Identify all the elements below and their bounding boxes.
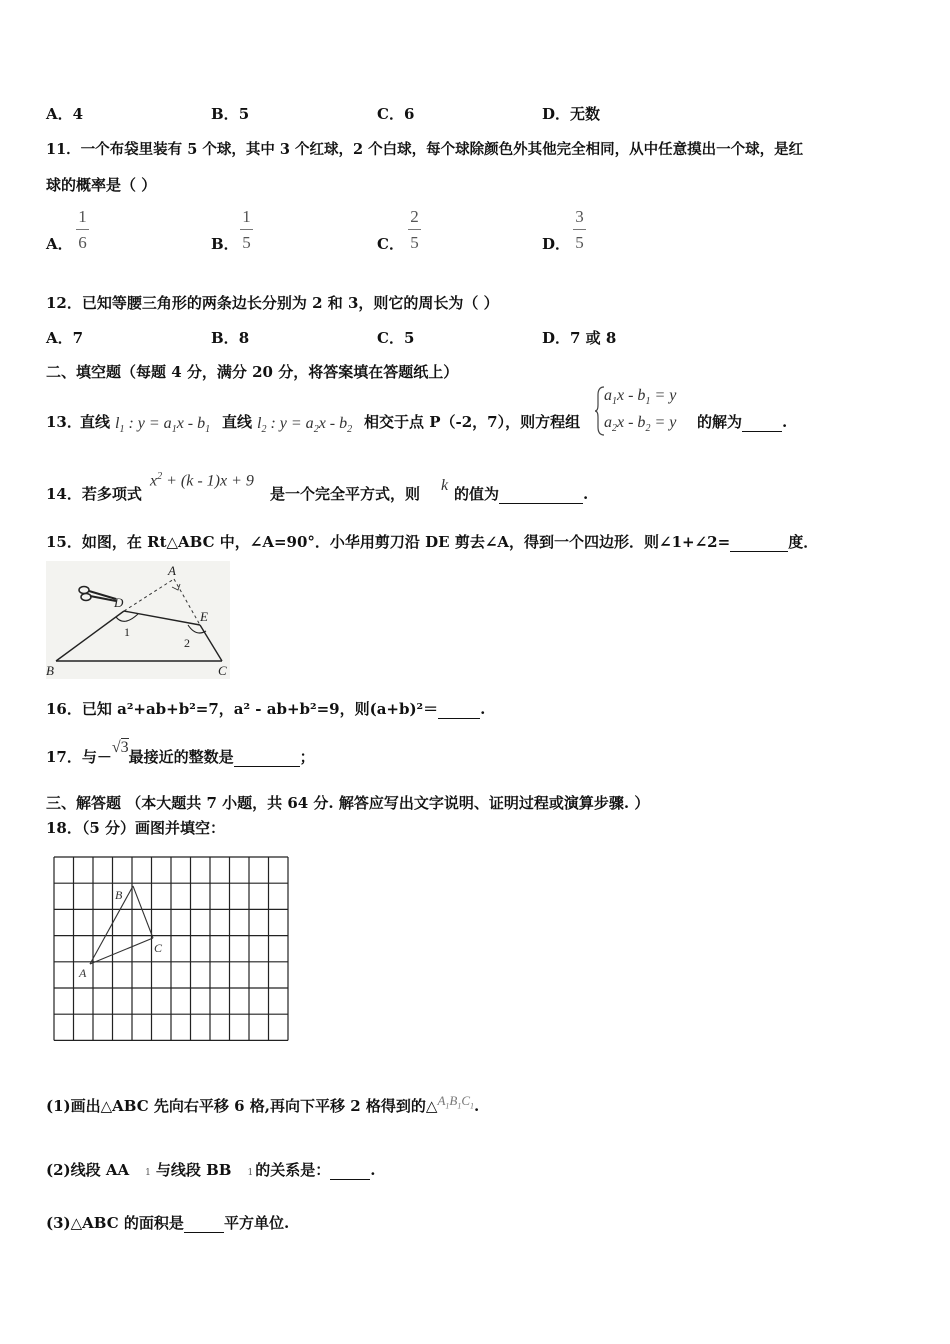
q15-angle-1: 1 bbox=[124, 625, 130, 639]
q11-option-d-fraction: 3 5 bbox=[573, 207, 586, 253]
q13-line2-equation: $l_2$ : $y = a_2x - b_2$ bbox=[257, 415, 353, 436]
q12-option-a: A．7 bbox=[46, 329, 84, 347]
section-3-heading: 三、解答题 （本大题共 7 小题，共 64 分. 解答应写出文字说明、证明过程或演算步骤. ） bbox=[46, 794, 650, 812]
q13-solution-label: 的解为 . bbox=[697, 413, 788, 431]
q11-option-d-letter: D． bbox=[542, 235, 571, 253]
scissors-icon bbox=[79, 587, 116, 602]
q11-option-c-fraction: 2 5 bbox=[408, 207, 421, 253]
q11-option-a-letter: A． bbox=[46, 235, 73, 253]
q14-variable-k: k bbox=[441, 477, 449, 494]
q18-label-c: C bbox=[154, 941, 163, 955]
q11-option-b-letter: B． bbox=[211, 235, 239, 253]
q15-label-e: E bbox=[200, 609, 208, 624]
q14-mid: 是一个完全平方式，则 bbox=[270, 485, 421, 503]
q11-option-a-fraction: 1 6 bbox=[76, 207, 89, 253]
q12-option-d: D．7 或 8 bbox=[542, 329, 617, 347]
q16-answer-blank[interactable] bbox=[438, 718, 480, 719]
q18-part1: (1)画出△ABC 先向右平移 6 格,再向下平移 2 格得到的$\triangle A_1B_1C_1$. bbox=[46, 1093, 480, 1115]
q18-label-a: A bbox=[79, 966, 87, 980]
q13-line1-equation: $l_1$ : $y = a_1x - b_1$ bbox=[115, 415, 211, 436]
q14-suffix: 的值为 . bbox=[454, 485, 589, 503]
q13-number: 13． bbox=[46, 413, 82, 431]
q11-option-b-fraction: 1 5 bbox=[240, 207, 253, 253]
q10-option-a: A．4 bbox=[46, 105, 84, 123]
q15-angle-2: 2 bbox=[184, 636, 190, 650]
q11-option-c-letter: C． bbox=[377, 235, 404, 253]
q15-label-d: D bbox=[114, 595, 124, 610]
subscript-1: 1 bbox=[145, 1168, 151, 1178]
q15-text: 15．如图，在 Rt△ABC 中，∠A=90°．小华用剪刀沿 DE 剪去∠A，得到一个四边形．则∠1+∠2= 度． bbox=[46, 533, 819, 551]
q10-option-b: B．5 bbox=[211, 105, 250, 123]
q11-line2: 球的概率是（ ） bbox=[46, 176, 157, 194]
q12-option-b: B．8 bbox=[211, 329, 250, 347]
q12-text: 12．已知等腰三角形的两条边长分别为 2 和 3，则它的周长为（ ） bbox=[46, 294, 499, 312]
q15-figure bbox=[46, 561, 230, 679]
a1b1c1-label: $A_1B_1C_1$ bbox=[437, 1093, 475, 1111]
q15-label-a: A bbox=[168, 563, 176, 578]
q14-prefix: 14．若多项式 bbox=[46, 485, 142, 503]
q15-triangle-diagram bbox=[46, 561, 230, 679]
q13-intersection-text: 相交于点 P（-2，7），则方程组 bbox=[364, 413, 581, 431]
q18-grid bbox=[52, 855, 292, 1045]
q11-line1: 11．一个布袋里装有 5 个球，其中 3 个红球，2 个白球，每个球除颜色外其他完全相同，从中任意摸出一个球，是红 bbox=[46, 141, 804, 158]
q12-option-c: C．5 bbox=[377, 329, 415, 347]
q18-label-b: B bbox=[115, 888, 123, 902]
q18-part2: (2)线段 AA 1 与线段 BB 1 的关系是： . bbox=[46, 1161, 376, 1179]
q13-word-line2: 直线 bbox=[222, 413, 253, 431]
q13-answer-blank[interactable] bbox=[742, 431, 782, 432]
q13-system-eq1: $a_1x - b_1 = y$ bbox=[604, 387, 677, 408]
q18-title: 18．（5 分）画图并填空： bbox=[46, 819, 226, 837]
q16-text: 16．已知 a²+ab+b²=7，a² - ab+b²=9，则(a+b)²＝ . bbox=[46, 700, 486, 718]
subscript-1b: 1 bbox=[247, 1168, 254, 1178]
q14-answer-blank[interactable] bbox=[499, 503, 583, 504]
q13-word-line1: 直线 bbox=[80, 413, 111, 431]
q14-polynomial: $x^2 + (k - 1)x + 9$ bbox=[150, 471, 254, 490]
section-2-heading: 二、填空题（每题 4 分，满分 20 分，将答案填在答题纸上） bbox=[46, 363, 459, 381]
q15-answer-blank[interactable] bbox=[730, 551, 788, 552]
q18-part3: (3)△ABC 的面积是 平方单位. bbox=[46, 1214, 290, 1232]
q13-equation-system bbox=[594, 385, 694, 437]
q18-part3-blank[interactable] bbox=[184, 1232, 224, 1233]
q17-answer-blank[interactable] bbox=[234, 766, 300, 767]
q13-system-eq2: $a_2x - b_2 = y$ bbox=[604, 414, 677, 435]
q15-label-c: C bbox=[218, 663, 227, 678]
sqrt-3: √3 bbox=[111, 739, 129, 756]
q10-option-c: C．6 bbox=[377, 105, 415, 123]
q15-label-b: B bbox=[46, 663, 54, 678]
q10-option-d: D．无数 bbox=[542, 105, 601, 123]
q18-part2-blank[interactable] bbox=[330, 1179, 370, 1180]
q18-grid-figure bbox=[52, 855, 292, 1045]
q17-text: 17．与－√3最接近的整数是 ； bbox=[46, 739, 315, 766]
